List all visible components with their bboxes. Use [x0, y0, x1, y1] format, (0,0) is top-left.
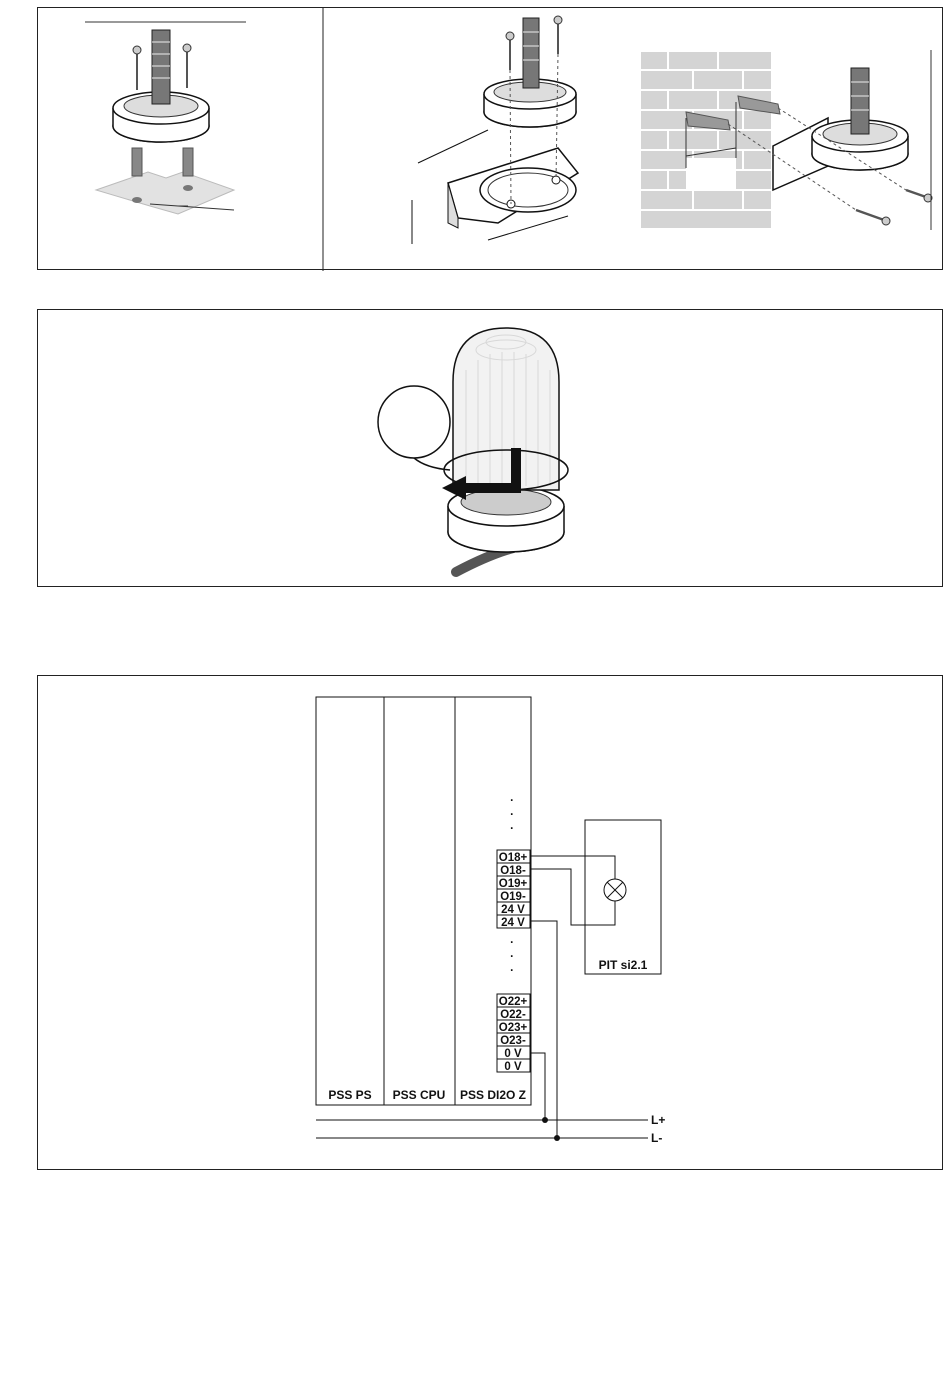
- ellipsis-dot: ·: [510, 795, 514, 807]
- lamp-icon: [604, 879, 626, 901]
- terminal-o18-minus: O18-: [500, 865, 526, 877]
- wiring-panel: [37, 675, 943, 1170]
- rail-label-l-plus: L+: [651, 1113, 666, 1127]
- wire-0v: [530, 1053, 545, 1120]
- ellipsis-dot: ·: [510, 809, 514, 821]
- lens-illustration: [38, 310, 944, 588]
- device-label: PIT si2.1: [598, 958, 648, 972]
- terminal-o23-plus: O23+: [498, 1022, 528, 1034]
- terminal-o19-minus: O19-: [500, 891, 526, 903]
- terminal-0v-2: 0 V: [504, 1061, 522, 1073]
- junction-dot: [554, 1135, 560, 1141]
- rail-label-l-minus: L-: [651, 1131, 663, 1145]
- mounting-illustration: [38, 8, 944, 271]
- ellipsis-dot: ·: [510, 937, 514, 949]
- floor-mount-figure: [85, 22, 246, 214]
- terminal-block-top: [497, 850, 530, 929]
- lens-panel: [37, 309, 943, 587]
- ellipsis-dot: ·: [510, 823, 514, 835]
- terminal-o19-plus: O19+: [498, 878, 528, 890]
- beacon-figure: [378, 328, 568, 572]
- terminal-o18-plus: O18+: [498, 852, 528, 864]
- terminal-0v-1: 0 V: [504, 1048, 522, 1060]
- terminal-24v-1: 24 V: [501, 904, 525, 916]
- terminal-o22-plus: O22+: [498, 996, 528, 1008]
- module-label-di2oz: PSS DI2O Z: [459, 1088, 527, 1102]
- terminal-o23-minus: O23-: [500, 1035, 526, 1047]
- ellipsis-dot: ·: [510, 965, 514, 977]
- module-label-ps: PSS PS: [328, 1088, 372, 1102]
- junction-dot: [542, 1117, 548, 1123]
- mounting-panel: [37, 7, 943, 270]
- terminal-o22-minus: O22-: [500, 1009, 526, 1021]
- wire-24v: [530, 921, 557, 1138]
- module-label-cpu: PSS CPU: [392, 1088, 446, 1102]
- wall-mount-figure: [641, 50, 932, 230]
- wiring-diagram: [38, 676, 944, 1171]
- terminal-block-bottom: [497, 994, 530, 1073]
- ellipsis-dot: ·: [510, 951, 514, 963]
- bracket-mount-figure: [412, 16, 578, 244]
- terminal-24v-2: 24 V: [501, 917, 525, 929]
